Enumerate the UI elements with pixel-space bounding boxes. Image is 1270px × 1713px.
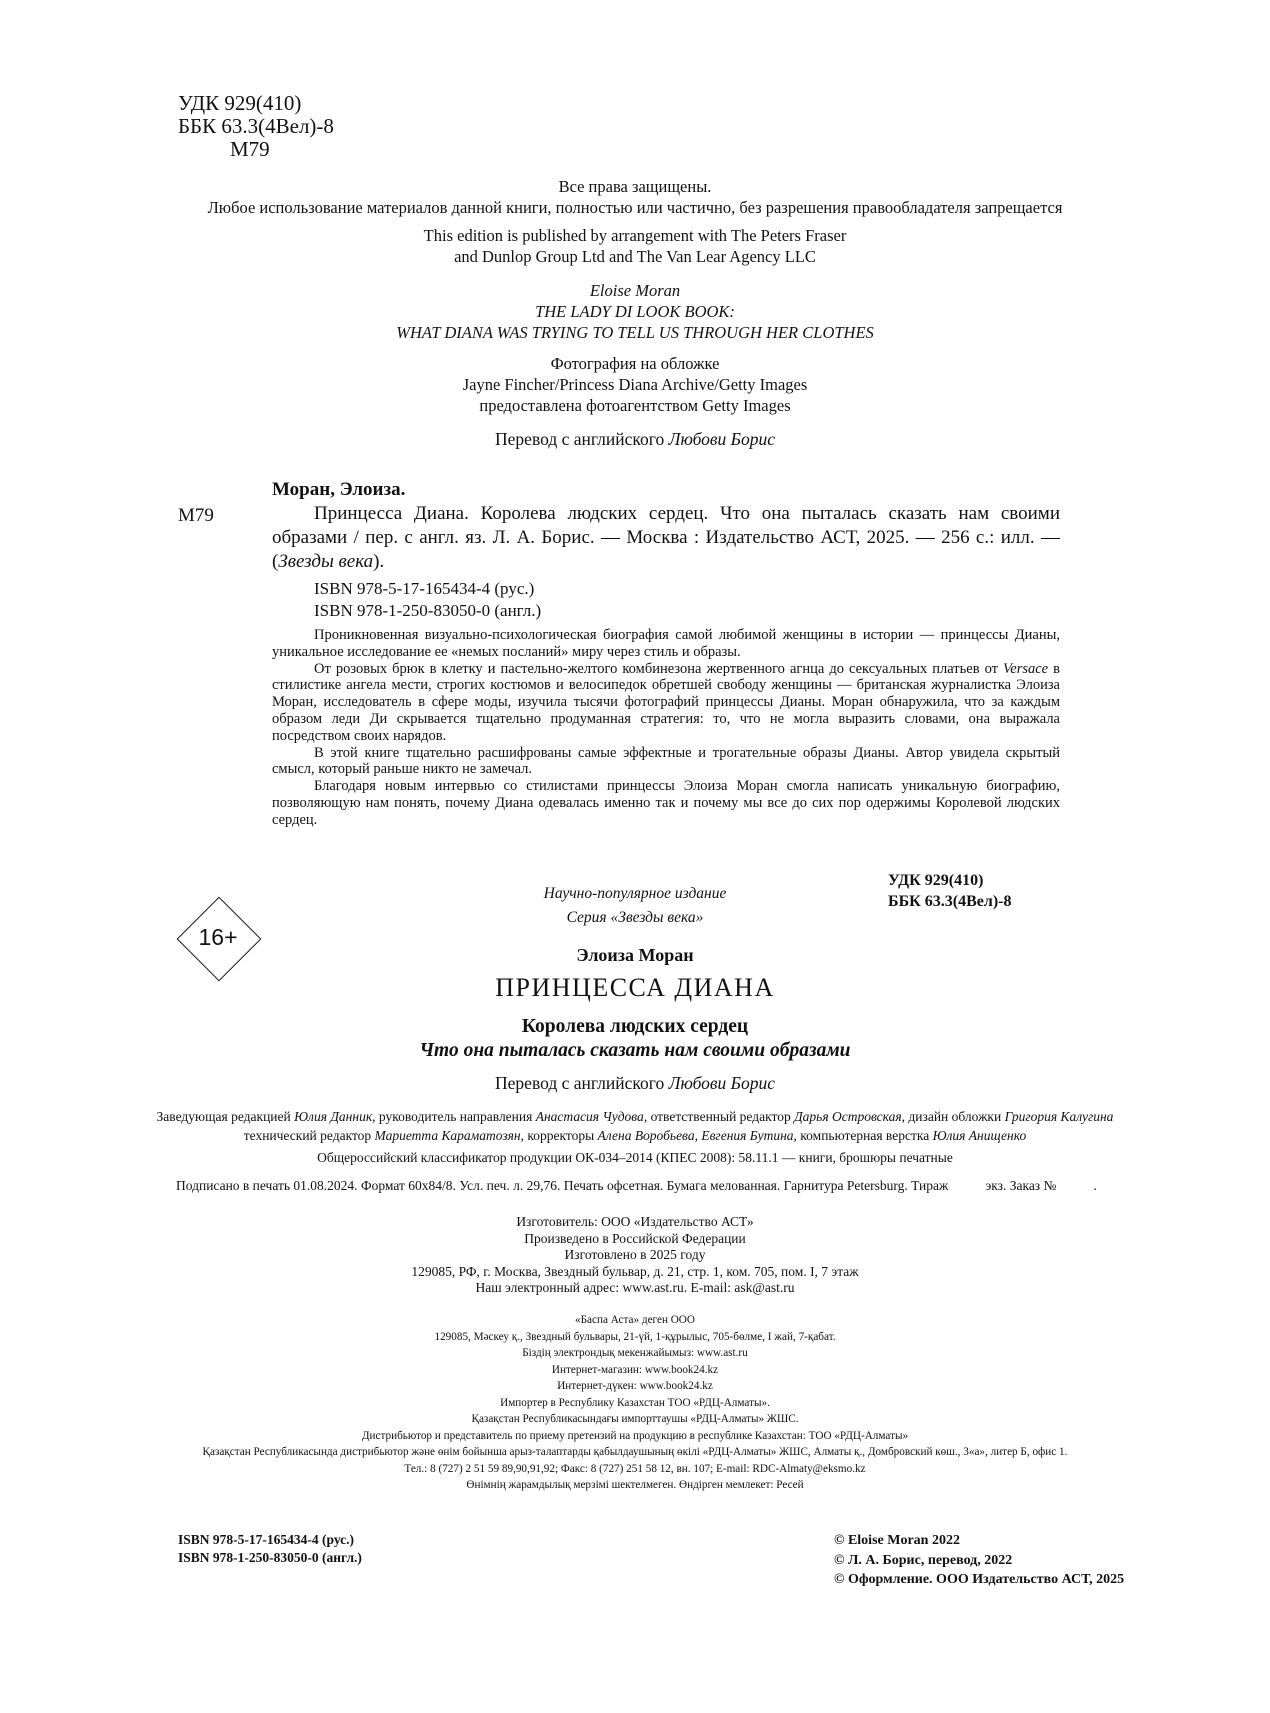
importer-line: Қазақстан Республикасында дистрибьютор және өнім бойынша арыз-талаптарды қабылдаушының өкілі «РДЦ-Алматы» ЖШС, Алматы қ., Домбровский көш., 3«а», литер Б, офис 1.	[202, 1446, 1068, 1458]
book-author: Элоиза Моран	[576, 945, 694, 965]
product-classifier: Общероссийский классификатор продукции ОК-034–2014 (КПЕС 2008): 58.11.1 — книги, брошюры печатные	[317, 1150, 953, 1165]
photo-credit-line: Jayne Fincher/Princess Diana Archive/Getty Images	[462, 375, 808, 394]
copyright-block	[834, 1531, 1124, 1590]
bibliography-text: Принцесса Диана. Королева людских сердец. Что она пыталась сказать нам своими образами / пер. с англ. яз. Л. А. Борис. — Москва : Издательство АСТ, 2025. — 256 с.: илл. — (	[272, 503, 1060, 572]
importer-line: «Баспа Аста» деген ООО	[575, 1314, 695, 1326]
importer-line: Тел.: 8 (727) 2 51 59 89,90,91,92; Факс: 8 (727) 251 58 12, вн. 107; E-mail: RDC-Almaty@eksmo.kz	[404, 1462, 866, 1475]
kazakhstan-importer-block	[0, 1312, 1270, 1494]
age-rating-badge	[176, 896, 260, 980]
edition-line: This edition is published by arrangement with The Peters Fraser	[423, 226, 847, 245]
staff-line	[0, 1107, 1270, 1126]
staff-role: технический редактор	[243, 1128, 375, 1143]
manufacturer-line: Наш электронный адрес: www.ast.ru. E-mail: ask@ast.ru	[475, 1280, 795, 1295]
staff-role: , руководитель направления	[372, 1109, 536, 1124]
author-sign: М79	[230, 137, 270, 161]
original-title-line: THE LADY DI LOOK BOOK:	[535, 302, 735, 321]
copyright-line: © Оформление. ООО Издательство АСТ, 2025	[834, 1572, 1125, 1587]
manufacturer-block	[0, 1214, 1270, 1297]
translation-prefix: Перевод с английского	[495, 429, 669, 449]
manufacturer-line: Изготовитель: ООО «Издательство АСТ»	[516, 1214, 754, 1229]
staff-line	[0, 1126, 1270, 1145]
age-rating-label: 16+	[198, 924, 238, 950]
editorial-staff	[0, 1107, 1270, 1145]
abstract-paragraph: Благодаря новым интервью со стилистами принцессы Элоиза Моран смогла написать уникальную биографию, позволяющую нам понять, почему Диана одевалась именно так и почему мы все до сих пор одержимы Королевой людских сердец.	[272, 778, 1060, 828]
abstract-paragraph	[272, 661, 1060, 745]
original-title-line: WHAT DIANA WAS TRYING TO TELL US THROUGH HER CLOTHES	[396, 323, 874, 342]
abstract-paragraph: В этой книге тщательно расшифрованы самые эффектные и трогательные образы Дианы. Автор увидела скрытый смысл, который раньше никто не замечал.	[272, 744, 1060, 778]
udk-header	[178, 92, 334, 161]
translation-prefix: Перевод с английского	[495, 1073, 669, 1093]
book-subtitle-secondary: Что она пыталась сказать нам своими образами	[419, 1040, 851, 1061]
importer-line: Өнімнің жарамдылық мерзімі шектелмеген. Өндірген мемлекет: Ресей	[466, 1479, 804, 1491]
importer-line: Интернет-дүкен: www.book24.kz	[557, 1380, 713, 1392]
abstract	[272, 627, 1060, 829]
translation-credit	[0, 429, 1270, 450]
book-title: ПРИНЦЕССА ДИАНА	[495, 973, 775, 1002]
publication-type: Научно-популярное издание	[543, 885, 727, 902]
isbn-ru: ISBN 978-5-17-165434-4 (рус.)	[178, 1532, 355, 1547]
photo-credit-line: Фотография на обложке	[550, 354, 720, 373]
manufacturer-line: Изготовлено в 2025 году	[564, 1247, 706, 1262]
staff-name: Анастасия Чудова	[535, 1109, 644, 1124]
isbn-footer	[178, 1531, 362, 1567]
series-label: Серия «Звезды века»	[566, 909, 704, 926]
abstract-text: в стилистике ангела мести, строгих костюмов и велосипедок обретшей свободу женщины — британская журналистка Элоиза Моран, исследователь в сфере моды, изучила тысячи фотографий принцессы Дианы. Моран обнаружила, что за каждым образом леди Ди скрывается тщательно продуманная стратегия: то, что не могла выразить словами, она выражала посредством своих нарядов.	[272, 660, 1060, 744]
bibliography-record	[272, 502, 1060, 574]
staff-name: Алена Воробьева, Евгения Бутина	[597, 1128, 794, 1143]
rights-notice	[0, 176, 1270, 218]
bibliography-text-end: ).	[373, 551, 385, 572]
photo-credit-line: предоставлена фотоагентством Getty Images	[479, 396, 791, 415]
isbn-en: ISBN 978-1-250-83050-0 (англ.)	[314, 601, 542, 620]
series-name: Звезды века	[278, 551, 374, 572]
importer-line: Дистрибьютор и представитель по приему претензий на продукцию в республике Казахстан: ТОО «РДЦ-Алматы»	[361, 1429, 909, 1442]
abstract-text: От розовых брюк в клетку и пастельно-желтого комбинезона жертвенного агнца до сексуальных платьев от	[314, 660, 1004, 677]
bibliography-code: М79	[178, 505, 214, 526]
isbn-en: ISBN 978-1-250-83050-0 (англ.)	[178, 1550, 362, 1565]
staff-role: , компьютерная верстка	[793, 1128, 933, 1143]
staff-role: Заведующая редакцией	[156, 1109, 295, 1124]
copyright-line: © Л. А. Борис, перевод, 2022	[834, 1552, 1013, 1568]
staff-role: , дизайн обложки	[901, 1109, 1005, 1124]
staff-role: , корректоры	[520, 1128, 598, 1143]
bbk-code: ББК 63.3(4Вел)-8	[888, 893, 1012, 910]
importer-line: Интернет-магазин: www.book24.kz	[551, 1363, 719, 1376]
importer-line: 129085, Мәскеу қ., Звездный бульвары, 21-үй, 1-құрылыс, 705-бөлме, I жай, 7-қабат.	[434, 1330, 836, 1343]
staff-name: Юлия Данник	[294, 1109, 373, 1124]
isbn-ru: ISBN 978-5-17-165434-4 (рус.)	[314, 579, 535, 598]
copyright-line: © Eloise Moran 2022	[834, 1533, 960, 1548]
rights-line: Любое использование материалов данной книги, полностью или частично, без разрешения правообладателя запрещается	[207, 198, 1063, 217]
edition-line: and Dunlop Group Ltd and The Van Lear Agency LLC	[454, 247, 816, 266]
staff-name: Мариетта Караматозян	[374, 1128, 521, 1143]
staff-role: , ответственный редактор	[643, 1109, 795, 1124]
bibliography-author: Моран, Элоиза.	[272, 479, 406, 500]
original-title-block	[0, 280, 1270, 343]
importer-line: Қазақстан Республикасындағы импорттаушы «РДЦ-Алматы» ЖШС.	[471, 1413, 799, 1425]
staff-name: Григория Калугина	[1004, 1109, 1114, 1124]
abstract-paragraph: Проникновенная визуально-психологическая биография самой любимой женщины в истории — принцессы Дианы, уникальное исследование ее «немых посланий» миру через стиль и образы.	[272, 627, 1060, 660]
staff-name: Юлия Анищенко	[932, 1128, 1027, 1143]
bbk-code: ББК 63.3(4Вел)-8	[178, 114, 334, 138]
brand-name: Versace	[1003, 660, 1049, 677]
print-details: Подписано в печать 01.08.2024. Формат 60x84/8. Усл. печ. л. 29,76. Печать офсетная. Бумага мелованная. Гарнитура Petersburg. Тираж экз. Заказ № .	[176, 1178, 1097, 1193]
original-author: Eloise Moran	[589, 281, 681, 300]
udk-code: УДК 929(410)	[178, 91, 302, 115]
manufacturer-line: Произведено в Российской Федерации	[524, 1230, 746, 1246]
translator-name: Любови Борис	[668, 1073, 775, 1093]
udk-code: УДК 929(410)	[888, 872, 984, 889]
cover-photo-credit	[0, 353, 1270, 416]
rights-line: Все права защищены.	[558, 177, 712, 196]
translator-name: Любови Борис	[668, 429, 775, 449]
isbn-block	[314, 578, 541, 622]
book-subtitle: Королева людских сердец	[521, 1016, 749, 1037]
manufacturer-line: 129085, РФ, г. Москва, Звездный бульвар, д. 21, стр. 1, ком. 705, пом. I, 7 этаж	[411, 1263, 859, 1279]
importer-line: Біздің электрондық мекенжайымыз: www.ast.ru	[522, 1347, 748, 1359]
translation-credit-secondary	[0, 1073, 1270, 1094]
edition-notice	[0, 225, 1270, 267]
importer-line: Импортер в Республику Казахстан ТОО «РДЦ-Алматы».	[500, 1396, 770, 1409]
staff-name: Дарья Островская	[794, 1109, 902, 1124]
